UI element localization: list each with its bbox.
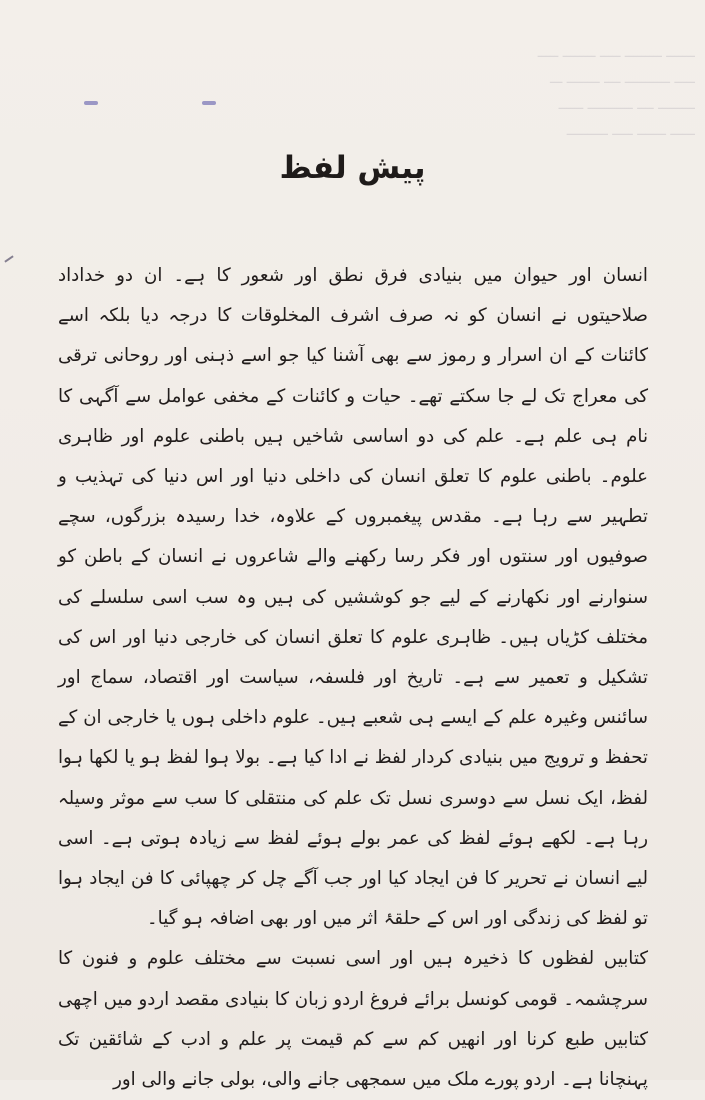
paragraph-2: کتابیں لفظوں کا ذخیرہ ہیں اور اسی نسبت سے مختلف علوم و فنون کا سرچشمہ۔ قومی کونسل برائے فروغ اردو زبان کا بنیادی مقصد اردو میں اچھی کتابیں طبع کرنا اور انھیں کم سے کم قیمت پر علم و ادب کے شائقین تک پہنچانا ہے۔ اردو پورے ملک میں سمجھی جانے والی، بولی جانے والی اور xyxy=(58,948,648,1091)
ink-dot xyxy=(202,101,216,105)
ink-dot xyxy=(84,101,98,105)
margin-mark xyxy=(4,255,13,262)
show-through-text: ـــــــ ـــــــــ ـــــ ــــــــ ـــــ ـــــ ـــــــــــ ــــ ــــــــ ـــ ـــــــــ ــــ ـــــــــــ ــــــ ــــــ ـــــــ ـــــ ــــــــــ xyxy=(537,45,695,139)
paragraph-1: انسان اور حیوان میں بنیادی فرق نطق اور شعور کا ہے۔ ان دو خداداد صلاحیتوں نے انسان کو نہ صرف اشرف المخلوقات کا درجہ دیا بلکہ اسے کائنات کے ان اسرار و رموز سے بھی آشنا کیا جو اسے ذہنی اور روحانی ترقی کی معراج تک لے جا سکتے تھے۔ حیات و کائنات کے مخفی عوامل سے آگہی کا نام ہی علم ہے۔ علم کی دو اساسی شاخیں ہیں باطنی علوم اور ظاہری علوم۔ باطنی علوم کا تعلق انسان کی داخلی دنیا اور اس دنیا کی تہذیب و تطہیر سے رہا ہے۔ مقدس پیغمبروں کے علاوہ، خدا رسیدہ بزرگوں، سچے صوفیوں اور سنتوں اور فکر رسا رکھنے والے شاعروں نے انسان کے باطن کو سنوارنے اور نکھارنے کے لیے جو کوششیں کی ہیں وہ سب اسی سلسلے کی مختلف کڑیاں ہیں۔ ظاہری علوم کا تعلق انسان کی خارجی دنیا اور اس کی تشکیل و تعمیر سے ہے۔ تاریخ اور فلسفہ، سیاست اور اقتصاد، سماج اور سائنس وغیرہ علم کے ایسے ہی شعبے ہیں۔ علوم داخلی ہوں یا خارجی ان کے تحفظ و ترویج میں بنیادی کردار لفظ نے ادا کیا ہے۔ بولا ہوا لفظ ہو یا لکھا ہوا لفظ، ایک نسل سے دوسری نسل تک علم کی منتقلی کا سب سے موثر وسیلہ رہا ہے۔ لکھے ہوئے لفظ کی عمر بولے ہوئے لفظ سے زیادہ ہوتی ہے۔ اسی لیے انسان نے تحریر کا فن ایجاد کیا اور جب آگے چل کر چھپائی کا فن ایجاد ہوا تو لفظ کی زندگی اور اس کے حلقۂ اثر میں اور بھی اضافہ ہو گیا۔ xyxy=(58,265,648,930)
page-title: پیش لفظ xyxy=(279,150,426,186)
body-text xyxy=(58,256,648,1100)
